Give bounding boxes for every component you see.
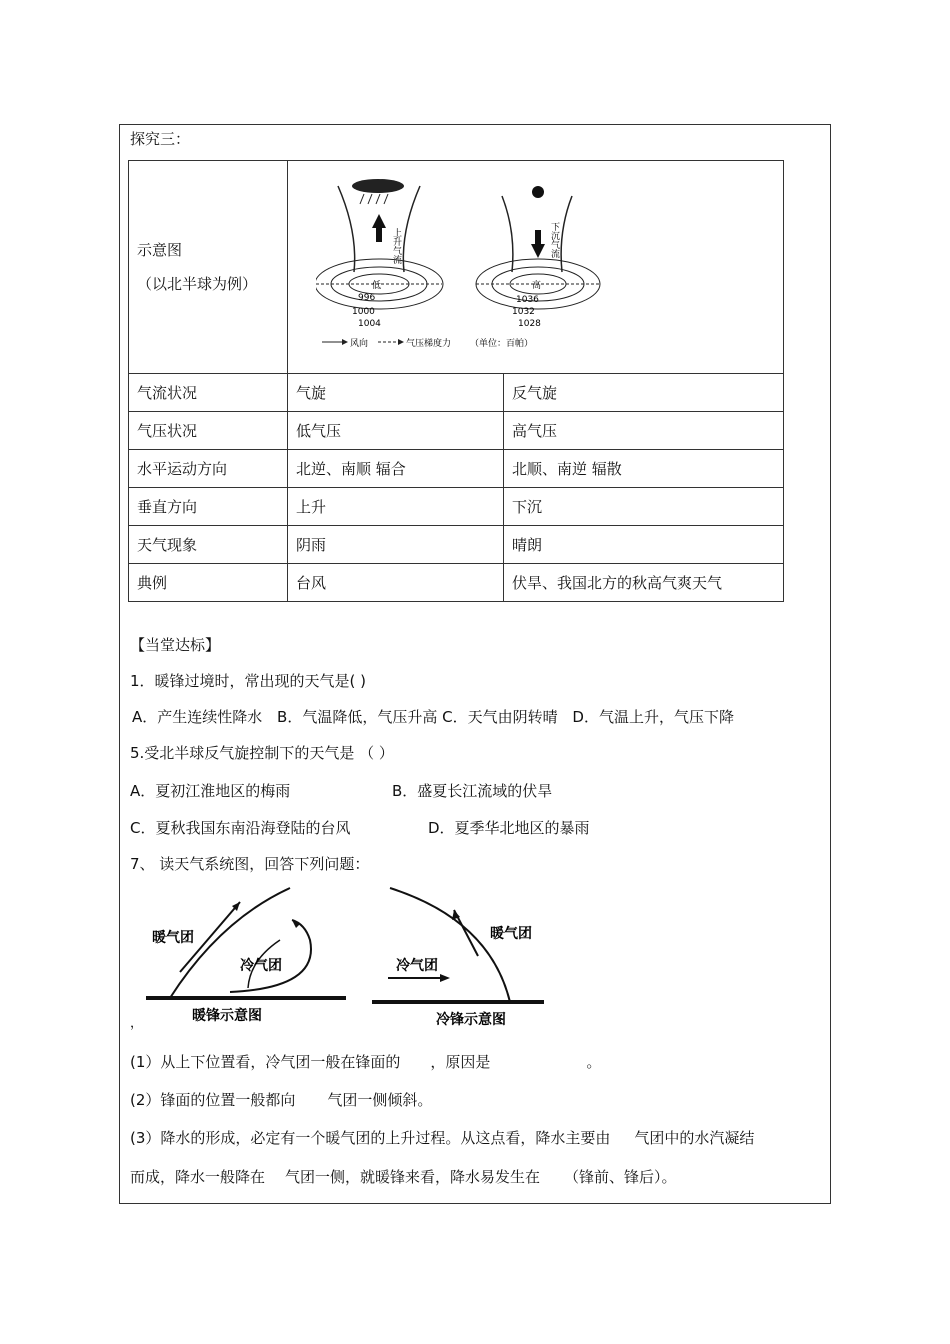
question-1-options: A．产生连续性降水 B．气温降低，气压升高 C．天气由阴转晴 D．气温上升，气压下降 [132, 708, 734, 726]
svg-text:气压梯度力: 气压梯度力 [406, 339, 452, 349]
svg-text:1000: 1000 [352, 307, 375, 317]
sub-question-3-line-2: 而成，降水一般降在 气团一侧，就暖锋来看，降水易发生在 （锋前、锋后）。 [130, 1168, 677, 1186]
question-5-option-c: C．夏秋我国东南沿海登陆的台风 [130, 819, 351, 837]
svg-text:上升气流: 上升气流 [391, 228, 401, 264]
svg-text:暖气团: 暖气团 [152, 930, 194, 946]
svg-text:冷锋示意图: 冷锋示意图 [436, 1012, 506, 1028]
cold-front-diagram [372, 888, 544, 1028]
table-row: 典例 台风 伏旱、我国北方的秋高气爽天气 [129, 564, 784, 602]
gradient-arrow-icon [398, 339, 404, 345]
wind-arrow-icon [342, 339, 348, 345]
front-diagrams [140, 880, 550, 1030]
diagram-label-cell: 示意图 （以北半球为例） [129, 161, 288, 374]
warm-front-diagram [146, 888, 346, 1024]
question-7: 7、 读天气系统图，回答下列问题： [130, 855, 370, 873]
svg-text:（单位：百帕）: （单位：百帕） [470, 339, 534, 349]
cyclone-comparison-table [128, 160, 784, 602]
svg-text:风向: 风向 [350, 339, 369, 349]
rain-icon [360, 194, 388, 204]
table-row [129, 161, 784, 374]
question-5: 5.受北半球反气旋控制下的天气是 （ ） [130, 744, 394, 762]
svg-text:暖锋示意图: 暖锋示意图 [192, 1008, 262, 1024]
svg-text:冷气团: 冷气团 [396, 958, 438, 974]
sub-question-2: (2）锋面的位置一般都向 气团一侧倾斜。 [130, 1091, 433, 1109]
svg-text:高: 高 [532, 281, 542, 291]
question-5-option-d: D．夏季华北地区的暴雨 [428, 819, 590, 837]
svg-text:下沉气流: 下沉气流 [549, 222, 559, 258]
svg-text:1036: 1036 [516, 295, 539, 305]
svg-text:低: 低 [372, 281, 382, 291]
section-title: 探究三： [130, 130, 191, 148]
svg-text:暖气团: 暖气团 [490, 926, 532, 942]
svg-text:1028: 1028 [518, 319, 541, 329]
svg-text:1004: 1004 [358, 319, 381, 329]
sun-icon [532, 186, 544, 198]
table-row: 垂直方向 上升 下沉 [129, 488, 784, 526]
table-row: 气流状况 气旋 反气旋 [129, 374, 784, 412]
question-5-option-a: A．夏初江淮地区的梅雨 [130, 782, 291, 800]
comma-mark: ， [130, 1016, 144, 1031]
table-row: 水平运动方向 北逆、南顺 辐合 北顺、南逆 辐散 [129, 450, 784, 488]
question-1: 1．暖锋过境时，常出现的天气是( ) [130, 672, 367, 690]
diagram-cell [288, 161, 784, 374]
svg-text:996: 996 [358, 293, 376, 303]
cloud-icon [352, 179, 404, 193]
table-row: 天气现象 阴雨 晴朗 [129, 526, 784, 564]
up-arrow-icon [372, 214, 386, 242]
arrow-icon [440, 974, 450, 982]
down-arrow-icon [531, 230, 545, 258]
cyclone-anticyclone-diagram [316, 172, 616, 362]
sub-question-3-line-1: (3）降水的形成，必定有一个暖气团的上升过程。从这点看，降水主要由 气团中的水汽凝结 [130, 1129, 755, 1147]
svg-text:冷气团: 冷气团 [240, 958, 282, 974]
practice-heading: 【当堂达标】 [130, 636, 221, 654]
sub-question-1: (1）从上下位置看，冷气团一般在锋面的 ，原因是 。 [130, 1053, 602, 1071]
svg-text:1032: 1032 [512, 307, 535, 317]
question-5-option-b: B．盛夏长江流域的伏旱 [392, 782, 553, 800]
table-row: 气压状况 低气压 高气压 [129, 412, 784, 450]
